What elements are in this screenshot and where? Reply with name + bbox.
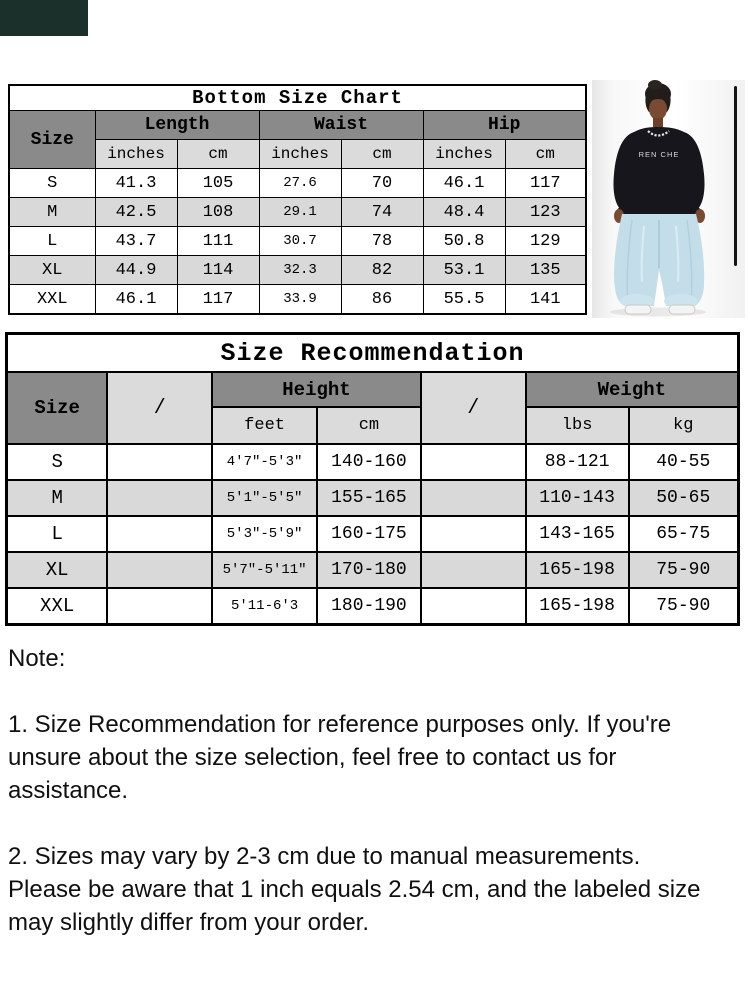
height-cm-cell: 160-175 xyxy=(317,516,421,552)
empty-cell xyxy=(421,480,526,516)
weight-lbs-cell: 165-198 xyxy=(526,588,629,625)
group-header-row xyxy=(9,111,586,140)
waist-in-cell: 30.7 xyxy=(259,227,341,256)
model-sweatshirt xyxy=(613,127,704,221)
model-figure xyxy=(592,80,745,318)
model-face xyxy=(649,95,667,127)
table-row-xxl xyxy=(7,588,739,625)
length-cm-cell: 105 xyxy=(177,169,259,198)
size-cell: XXL xyxy=(9,285,95,315)
waist-in-cell: 29.1 xyxy=(259,198,341,227)
bottom-size-chart-table xyxy=(8,84,587,315)
table-row-m xyxy=(7,480,739,516)
height-feet-cell: 5'11-6'3 xyxy=(212,588,317,625)
table-row-xxl xyxy=(9,285,586,315)
length-in-cell: 43.7 xyxy=(95,227,177,256)
height-cm-cell: 180-190 xyxy=(317,588,421,625)
length-in-cell: 42.5 xyxy=(95,198,177,227)
weight-lbs-cell: 88-121 xyxy=(526,444,629,480)
hip-inches-header: inches xyxy=(423,140,505,169)
hip-in-cell: 53.1 xyxy=(423,256,505,285)
empty-cell xyxy=(421,444,526,480)
height-feet-cell: 5'7"-5'11" xyxy=(212,552,317,588)
weight-lbs-cell: 143-165 xyxy=(526,516,629,552)
table-row-xl xyxy=(7,552,739,588)
waist-in-cell: 33.9 xyxy=(259,285,341,315)
product-photo xyxy=(592,80,745,318)
group-header-row xyxy=(7,372,739,407)
size-column-header: Size xyxy=(9,111,95,169)
length-cm-cell: 114 xyxy=(177,256,259,285)
waist-cm-cell: 78 xyxy=(341,227,423,256)
hip-in-cell: 48.4 xyxy=(423,198,505,227)
table-row-l xyxy=(9,227,586,256)
table-row-s xyxy=(7,444,739,480)
length-cm-header: cm xyxy=(177,140,259,169)
empty-cell xyxy=(421,552,526,588)
length-in-cell: 41.3 xyxy=(95,169,177,198)
size-recommendation-title: Size Recommendation xyxy=(7,334,739,373)
length-inches-header: inches xyxy=(95,140,177,169)
hip-cm-cell: 129 xyxy=(505,227,586,256)
height-cm-cell: 140-160 xyxy=(317,444,421,480)
slash-header-2: / xyxy=(421,372,526,444)
length-cm-cell: 117 xyxy=(177,285,259,315)
waist-cm-cell: 70 xyxy=(341,169,423,198)
waist-inches-header: inches xyxy=(259,140,341,169)
waist-in-cell: 27.6 xyxy=(259,169,341,198)
hip-cm-cell: 117 xyxy=(505,169,586,198)
table-row-m xyxy=(9,198,586,227)
empty-cell xyxy=(421,516,526,552)
length-cm-cell: 108 xyxy=(177,198,259,227)
hip-in-cell: 46.1 xyxy=(423,169,505,198)
length-in-cell: 44.9 xyxy=(95,256,177,285)
corner-artifact-box xyxy=(0,0,88,36)
size-column-header: Size xyxy=(7,372,108,444)
length-cm-cell: 111 xyxy=(177,227,259,256)
size-recommendation-table xyxy=(5,332,740,626)
note-paragraph-2: 2. Sizes may vary by 2-3 cm due to manual measurements. Please be aware that 1 inch equals 2.54 cm, and the labeled size may slightly differ from your order. xyxy=(8,843,701,936)
length-group-header: Length xyxy=(95,111,259,140)
size-cell: S xyxy=(9,169,95,198)
waist-cm-cell: 82 xyxy=(341,256,423,285)
waist-cm-header: cm xyxy=(341,140,423,169)
hip-cm-cell: 123 xyxy=(505,198,586,227)
size-cell: M xyxy=(9,198,95,227)
height-feet-cell: 5'3"-5'9" xyxy=(212,516,317,552)
lbs-header: lbs xyxy=(526,407,629,444)
hip-group-header: Hip xyxy=(423,111,586,140)
size-cell: S xyxy=(7,444,108,480)
table-title-row xyxy=(9,85,586,111)
hip-in-cell: 50.8 xyxy=(423,227,505,256)
brand-text: REN CHE xyxy=(638,150,680,159)
size-cell: L xyxy=(7,516,108,552)
size-cell: L xyxy=(9,227,95,256)
hip-cm-cell: 135 xyxy=(505,256,586,285)
size-cell: XL xyxy=(9,256,95,285)
height-cm-header: cm xyxy=(317,407,421,444)
waist-in-cell: 32.3 xyxy=(259,256,341,285)
feet-header: feet xyxy=(212,407,317,444)
waist-cm-cell: 74 xyxy=(341,198,423,227)
hip-in-cell: 55.5 xyxy=(423,285,505,315)
length-in-cell: 46.1 xyxy=(95,285,177,315)
hip-cm-cell: 141 xyxy=(505,285,586,315)
empty-cell xyxy=(107,552,212,588)
height-cm-cell: 155-165 xyxy=(317,480,421,516)
size-cell: M xyxy=(7,480,108,516)
hip-cm-header: cm xyxy=(505,140,586,169)
waist-group-header: Waist xyxy=(259,111,423,140)
note-section xyxy=(8,642,720,939)
weight-lbs-cell: 165-198 xyxy=(526,552,629,588)
height-cm-cell: 170-180 xyxy=(317,552,421,588)
empty-cell xyxy=(421,588,526,625)
bottom-size-chart-title: Bottom Size Chart xyxy=(9,85,586,111)
table-row-xl xyxy=(9,256,586,285)
height-feet-cell: 4'7"-5'3" xyxy=(212,444,317,480)
kg-header: kg xyxy=(629,407,739,444)
waist-cm-cell: 86 xyxy=(341,285,423,315)
weight-kg-cell: 50-65 xyxy=(629,480,739,516)
empty-cell xyxy=(107,480,212,516)
photo-right-border-line xyxy=(734,86,737,266)
unit-header-row xyxy=(9,140,586,169)
table-row-l xyxy=(7,516,739,552)
empty-cell xyxy=(107,444,212,480)
height-feet-cell: 5'1"-5'5" xyxy=(212,480,317,516)
empty-cell xyxy=(107,516,212,552)
weight-kg-cell: 65-75 xyxy=(629,516,739,552)
empty-cell xyxy=(107,588,212,625)
slash-header-1: / xyxy=(107,372,212,444)
size-cell: XXL xyxy=(7,588,108,625)
size-cell: XL xyxy=(7,552,108,588)
note-paragraph-1: 1. Size Recommendation for reference purposes only. If you're unsure about the size selection, feel free to contact us for assistance. xyxy=(8,711,672,804)
weight-kg-cell: 40-55 xyxy=(629,444,739,480)
table-row-s xyxy=(9,169,586,198)
weight-group-header: Weight xyxy=(526,372,739,407)
table-title-row xyxy=(7,334,739,373)
weight-lbs-cell: 110-143 xyxy=(526,480,629,516)
note-heading: Note: xyxy=(8,645,66,672)
model-pants xyxy=(614,214,704,308)
weight-kg-cell: 75-90 xyxy=(629,552,739,588)
weight-kg-cell: 75-90 xyxy=(629,588,739,625)
height-group-header: Height xyxy=(212,372,421,407)
